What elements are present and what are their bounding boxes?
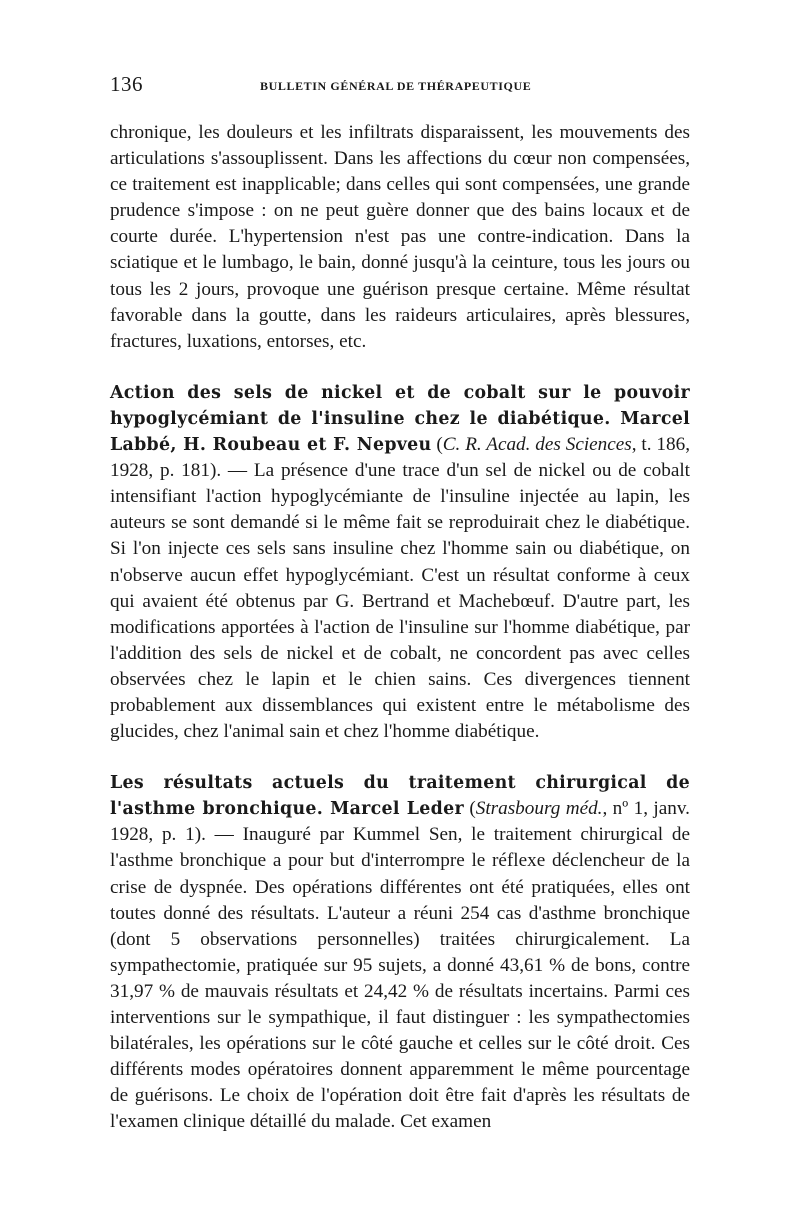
abstract-title: Les résultats actuels du traitement chirurgical de l'asthme bronchique. Marcel Leder bbox=[110, 773, 690, 820]
reference-open: ( bbox=[463, 798, 476, 820]
abstract-asthme-bronchique bbox=[110, 770, 690, 1135]
reference-open: ( bbox=[431, 434, 443, 456]
continuation-text: chronique, les douleurs et les infiltrats disparaissent, les mouvements des articulations s'assouplissent. Dans les affections du cœur non compensées, ce traitement est inapplicable; dans celles qui sont compensées, une grande prudence s'impose : on ne peut guère donner que des bains locaux et de courte durée. L'hypertension n'est pas une contre-indication. Dans la sciatique et le lumbago, le bain, donné jusqu'à la ceinture, tous les jours ou tous les 2 jours, provoque une guérison presque certaine. Même résultat favorable dans la goutte, dans les raideurs articulaires, après blessures, fractures, luxations, entorses, etc. bbox=[110, 122, 690, 352]
abstract-body: La présence d'une trace d'un sel de nickel ou de cobalt intensifiant l'action hypoglycémiante de l'insuline injectée au lapin, les auteurs se sont demandé si le même fait se reproduirait chez le diabétique. Si l'on injecte ces sels sans insuline chez l'homme sain ou diabétique, on n'observe aucun effet hypoglycémiant. C'est un résultat conforme à ceux qui avaient été obtenus par G. Bertrand et Machebœuf. D'autre part, les modifications apportées à l'action de l'insuline sur l'homme diabétique, par l'addition des sels de nickel et de cobalt, ne concordent pas avec celles observées chez le lapin et le chien sains. Ces divergences tiennent probablement aux dissemblances qui existent entre le métabolisme des glucides, chez l'animal sain et chez l'homme diabétique. bbox=[110, 460, 690, 743]
journal-title: BULLETIN GÉNÉRAL DE THÉRAPEUTIQUE bbox=[260, 79, 532, 93]
continuation-paragraph bbox=[110, 120, 690, 355]
abstract-nickel-cobalt bbox=[110, 380, 690, 745]
abstract-body: Inauguré par Kummel Sen, le traitement chirurgical de l'asthme bronchique a pour but d'interrompre le réflexe déclencheur de la crise de dyspnée. Des opérations différentes ont été pratiquées, elles ont toutes donné des résultats. L'auteur a réuni 254 cas d'asthme bronchique (dont 5 observations personnelles) traitées chirurgicalement. La sympathectomie, pratiquée sur 95 sujets, a donné 43,61 % de bons, contre 31,97 % de mauvais résultats et 24,42 % de résultats incertains. Parmi ces interventions sur le sympathique, il faut distinguer : les sympathectomies bilatérales, les opérations sur le côté gauche et celles sur le côté droit. Ces différents modes opératoires donnent apparemment le même pourcentage de guérisons. Le choix de l'opération doit être fait d'après les résultats de l'examen clinique détaillé du malade. Cet examen bbox=[110, 824, 691, 1133]
reference-journal: Strasbourg méd. bbox=[475, 798, 603, 820]
abstract-title: Action des sels de nickel et de cobalt sur le pouvoir hypoglycémiant de l'insuline chez le diabétique. Marcel Labbé, H. Roubeau et F. Nepveu bbox=[110, 382, 690, 456]
reference-journal: C. R. Acad. des Sciences bbox=[442, 434, 632, 456]
reference-details: , nº 1, janv. 1928, p. 1). — bbox=[110, 798, 690, 846]
page-number: 136 bbox=[110, 72, 143, 96]
reference-details: , t. 186, 1928, p. 181). — bbox=[110, 434, 690, 482]
running-head bbox=[110, 72, 690, 98]
journal-page bbox=[110, 72, 690, 1135]
